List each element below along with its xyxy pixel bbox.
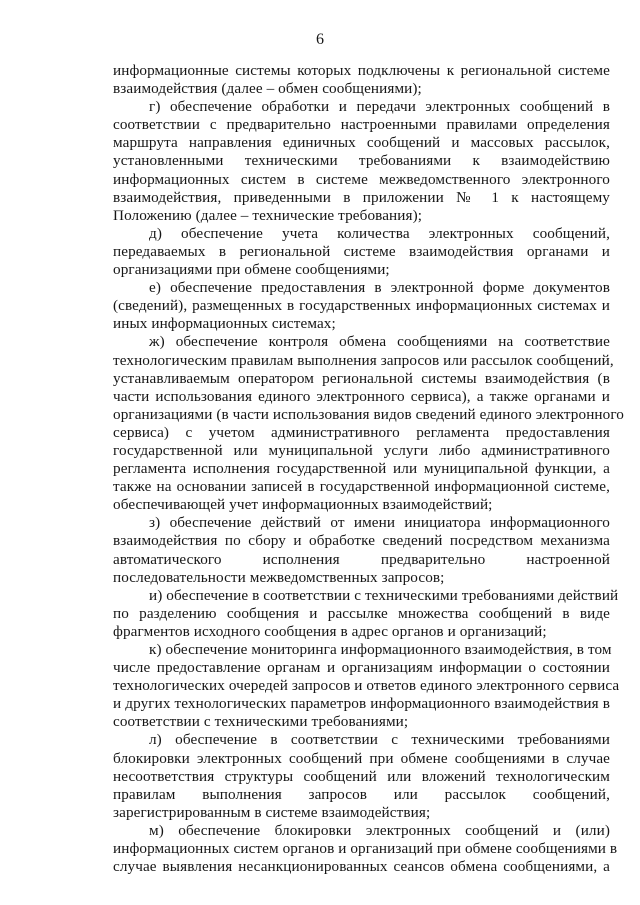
text-line: ж) обеспечение контроля обмена сообщениями на соответствие xyxy=(149,333,610,351)
text-line: технологических очередей запросов и ответов единого электронного сервиса xyxy=(113,677,620,695)
text-line: блокировки электронных сообщений при обмене сообщениями в случае xyxy=(113,749,610,767)
text-line: правилам выполнения запросов или рассылок сообщений, xyxy=(113,785,610,803)
page-number: 6 xyxy=(316,31,324,48)
text-line: технологическим правилам выполнения запросов или рассылок сообщений, xyxy=(113,351,614,369)
text-line: информационных систем органов и организаций при обмене сообщениями в xyxy=(113,840,618,858)
text-line: передаваемых в региональной системе взаимодействия органами и xyxy=(113,242,610,260)
text-line: Положению (далее – технические требования); xyxy=(113,206,423,224)
text-line: к) обеспечение мониторинга информационного взаимодействия, в том xyxy=(149,641,612,658)
text-line: и других технологических параметров информационного взаимодействия в xyxy=(113,695,610,713)
text-line: информационные системы которых подключены к региональной системе xyxy=(113,62,610,79)
text-line: з) обеспечение действий от имени инициатора информационного xyxy=(149,514,610,532)
text-line: зарегистрированным в системе взаимодействия; xyxy=(113,803,431,821)
text-line: маршрута направления единичных сообщений и массовых рассылок, xyxy=(113,134,610,152)
text-line: м) обеспечение блокировки электронных сообщений и (или) xyxy=(149,821,610,839)
text-line: последовательности межведомственных запросов; xyxy=(113,568,445,586)
text-line: обеспечивающей учет информационных взаимодействий; xyxy=(113,496,493,514)
text-line: взаимодействия (далее – обмен сообщениями); xyxy=(113,80,422,98)
text-line: д) обеспечение учета количества электронных сообщений, xyxy=(149,224,610,242)
text-line: соответствии с техническими требованиями; xyxy=(113,713,409,731)
text-line: регламента исполнения государственной или муниципальной функции, а xyxy=(113,460,610,478)
text-line: государственной или муниципальной услуги либо административного xyxy=(113,441,610,459)
text-line: несоответствия структуры сообщений или вложений технологическим xyxy=(113,767,610,785)
document-body xyxy=(113,62,624,876)
text-line: соответствии с предварительно настроенными правилами определения xyxy=(113,116,610,134)
text-line: организациями при обмене сообщениями; xyxy=(113,261,390,279)
text-line: фрагментов исходного сообщения в адрес органов и организаций; xyxy=(113,622,547,640)
text-line: части использования единого электронного сервиса), а также органами и xyxy=(113,387,610,405)
text-line: числе предоставление органам и организациям информации о состоянии xyxy=(113,659,610,677)
text-line: сервиса) с учетом административного регламента предоставления xyxy=(113,423,610,441)
text-line: также на основании записей в государственной информационной системе, xyxy=(113,478,610,496)
text-line: информационных систем в системе межведомственного электронного xyxy=(113,170,610,188)
text-line: взаимодействия, приведенными в приложении № 1 к настоящему xyxy=(113,188,610,206)
text-line: установленными техническими требованиями к взаимодействию xyxy=(113,152,610,170)
text-line: по разделению сообщения и рассылке множества сообщений в виде xyxy=(113,604,610,622)
text-line: г) обеспечение обработки и передачи электронных сообщений в xyxy=(149,98,610,116)
text-line: иных информационных системах; xyxy=(113,315,336,333)
text-line: взаимодействия по сбору и обработке сведений посредством механизма xyxy=(113,532,610,550)
text-line: автоматического исполнения предварительно настроенной xyxy=(113,550,610,568)
text-line: организациями (в части использования видов сведений единого электронного xyxy=(113,405,624,423)
text-line: случае выявления несанкционированных сеансов обмена сообщениями, а xyxy=(113,858,610,876)
text-line: е) обеспечение предоставления в электронной форме документов xyxy=(149,279,610,297)
text-line: устанавливаемым оператором региональной системы взаимодействия (в xyxy=(113,369,610,387)
text-line: и) обеспечение в соответствии с техническими требованиями действий xyxy=(149,586,619,604)
text-line: л) обеспечение в соответствии с техническими требованиями xyxy=(149,731,610,749)
text-line: (сведений), размещенных в государственных информационных системах и xyxy=(113,297,610,315)
